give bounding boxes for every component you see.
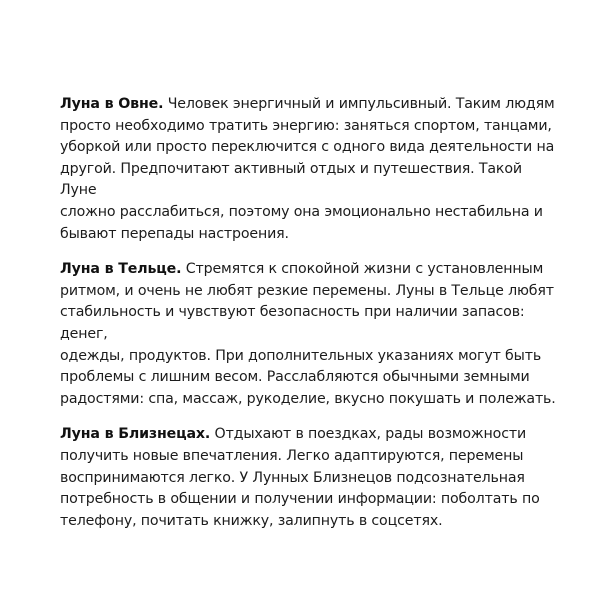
text-line: потребность в общении и получении информации: поболтать по: [60, 491, 540, 508]
section-gemini: [60, 424, 560, 532]
text-line: воспринимаются легко. У Лунных Близнецов подсознательная: [60, 469, 525, 486]
section-taurus: [60, 259, 560, 410]
section-heading: Луна в Овне.: [60, 96, 164, 112]
text-line: сложно расслабиться, поэтому она эмоционально нестабильна и: [60, 203, 543, 220]
text-line: просто необходимо тратить энергию: заняться спортом, танцами,: [60, 117, 552, 134]
section-aries: [60, 94, 560, 245]
text-line: Отдыхают в поездках, рады возможности: [214, 426, 527, 443]
text-line: Человек энергичный и импульсивный. Таким людям: [167, 96, 555, 112]
section-heading: Луна в Тельце.: [60, 261, 182, 278]
text-line: Стремятся к спокойной жизни с установленным: [185, 261, 544, 278]
text-line: проблемы с лишним весом. Расслабляются обычными земными: [60, 369, 530, 386]
text-line: получить новые впечатления. Легко адаптируются, перемены: [60, 447, 524, 464]
text-line: другой. Предпочитают активный отдых и путешествия. Такой Луне: [60, 160, 522, 199]
text-line: радостями: спа, массаж, рукоделие, вкусно покушать и полежать.: [60, 390, 556, 407]
text-line: телефону, почитать книжку, залипнуть в соцсетях.: [60, 512, 443, 529]
text-line: бывают перепады настроения.: [60, 225, 289, 242]
text-line: уборкой или просто переключится с одного вида деятельности на: [60, 139, 555, 156]
text-line: стабильность и чувствуют безопасность при наличии запасов: денег,: [60, 304, 525, 342]
text-line: одежды, продуктов. При дополнительных указаниях могут быть: [60, 347, 542, 364]
section-heading: Луна в Близнецах.: [60, 426, 211, 443]
document-body: [60, 94, 560, 546]
text-line: ритмом, и очень не любят резкие перемены. Луны в Тельце любят: [60, 282, 554, 299]
